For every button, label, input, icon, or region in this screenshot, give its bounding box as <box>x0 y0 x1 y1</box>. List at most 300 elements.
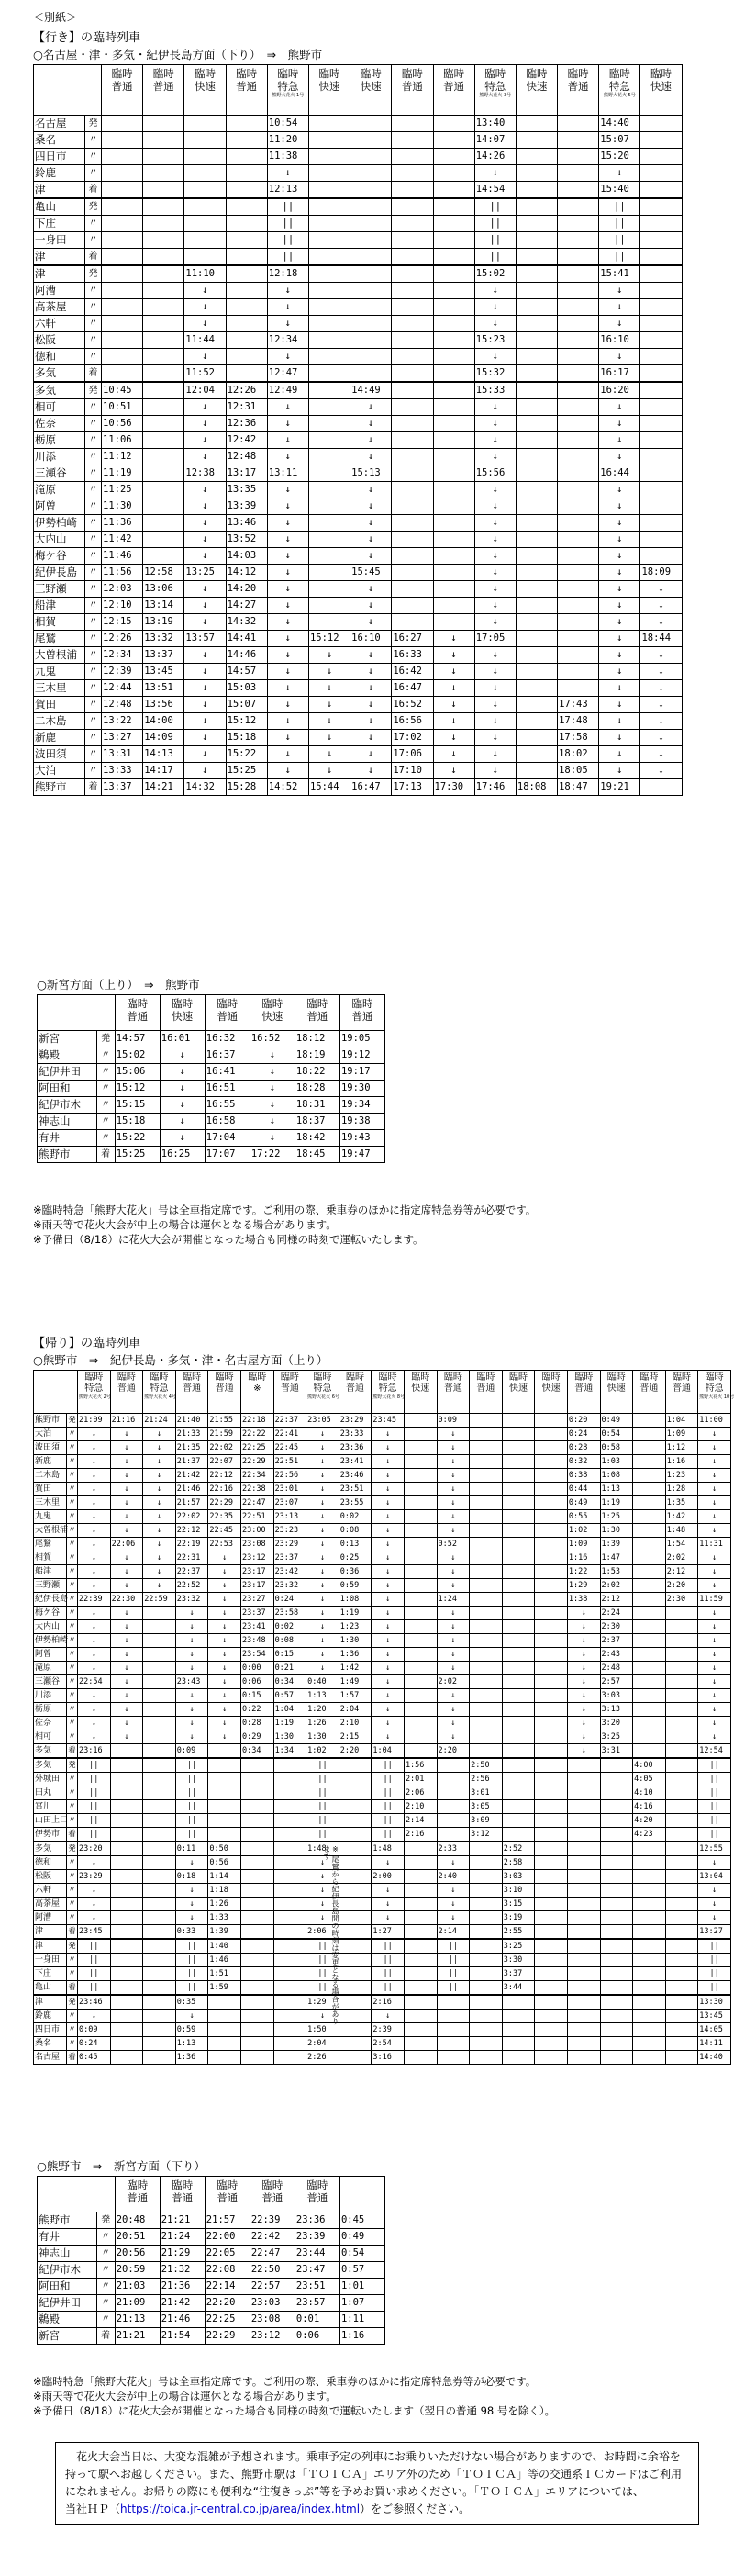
time-cell: 22:51 <box>273 1455 306 1469</box>
train-type-header: 臨時 普通 <box>558 65 599 116</box>
time-cell: 22:16 <box>208 1483 241 1496</box>
time-cell: ↓ <box>184 581 226 598</box>
time-cell: ↓ <box>306 1607 339 1620</box>
time-cell: 2:12 <box>600 1593 633 1607</box>
time-cell: ↓ <box>640 598 682 614</box>
time-cell: 2:16 <box>372 1995 405 2010</box>
time-cell <box>208 1995 241 2010</box>
time-cell: 22:56 <box>273 1469 306 1483</box>
time-cell: 14:13 <box>143 746 184 763</box>
time-cell: 14:03 <box>226 548 267 565</box>
time-cell: 13:45 <box>143 664 184 680</box>
station-name: 新宮 <box>38 1031 97 1047</box>
time-cell: ↓ <box>698 1469 731 1483</box>
time-cell <box>633 1870 666 1884</box>
time-cell: ↓ <box>599 581 640 598</box>
time-cell: ↓ <box>208 1717 241 1730</box>
time-cell <box>273 1870 306 1884</box>
time-cell: ↓ <box>175 1898 208 1911</box>
time-cell <box>273 2023 306 2037</box>
time-cell: 22:22 <box>240 1428 273 1441</box>
time-cell <box>308 165 350 182</box>
time-cell <box>392 365 433 383</box>
arr-dep-mark: 〃 <box>67 2010 78 2023</box>
time-cell <box>240 1773 273 1786</box>
time-cell: 2:39 <box>372 2023 405 2037</box>
time-cell <box>143 548 184 565</box>
time-cell: || <box>372 1800 405 1814</box>
time-cell: 0:34 <box>240 1744 273 1759</box>
station-name: 伊勢柏崎 <box>34 515 85 532</box>
time-cell <box>535 1730 568 1744</box>
arr-dep-mark: 〃 <box>85 482 102 498</box>
time-cell: 2:02 <box>600 1579 633 1593</box>
time-cell <box>339 1870 372 1884</box>
time-cell: ↓ <box>474 598 516 614</box>
station-row <box>34 1593 731 1607</box>
time-cell <box>226 365 267 383</box>
station-row <box>34 316 683 332</box>
time-cell <box>567 1870 600 1884</box>
time-cell <box>226 316 267 332</box>
time-cell: ↓ <box>78 1662 111 1675</box>
time-cell <box>470 1565 503 1579</box>
station-name: 一身田 <box>34 1954 67 1967</box>
time-cell <box>502 1620 535 1634</box>
arr-dep-mark: 着 <box>96 1147 115 1163</box>
time-cell: || <box>372 1954 405 1967</box>
shingu-up-timetable <box>37 994 385 1163</box>
time-cell: || <box>78 1814 111 1828</box>
arr-dep-mark: 〃 <box>96 1130 115 1147</box>
time-cell: 2:10 <box>404 1800 437 1814</box>
time-cell <box>558 265 599 283</box>
arr-dep-mark: 〃 <box>96 1114 115 1130</box>
toica-area-link[interactable]: https://toica.jr-central.co.jp/area/index.html <box>120 2503 361 2515</box>
time-cell: 23:08 <box>250 2312 295 2328</box>
time-cell: 22:06 <box>110 1538 143 1551</box>
station-row <box>34 1730 731 1744</box>
time-cell <box>404 2037 437 2051</box>
station-row <box>34 432 683 449</box>
arr-dep-mark: 〃 <box>85 730 102 746</box>
time-cell <box>633 1995 666 2010</box>
time-cell: ↓ <box>372 1607 405 1620</box>
time-cell <box>143 1717 176 1730</box>
time-cell: 23:27 <box>240 1593 273 1607</box>
time-cell <box>404 1538 437 1551</box>
time-cell <box>535 1954 568 1967</box>
time-cell: 20:59 <box>115 2262 160 2279</box>
time-cell: 20:56 <box>115 2246 160 2262</box>
time-cell <box>502 2051 535 2065</box>
time-cell: ↓ <box>474 532 516 548</box>
time-cell <box>308 498 350 515</box>
time-cell: 23:46 <box>339 1469 372 1483</box>
time-cell: ↓ <box>184 416 226 432</box>
time-cell <box>516 149 557 165</box>
time-cell <box>110 1911 143 1925</box>
time-cell: 13:11 <box>267 465 308 482</box>
time-cell: 1:30 <box>273 1730 306 1744</box>
time-cell <box>633 1455 666 1469</box>
arr-dep-mark: 発 <box>67 1995 78 2010</box>
time-cell: ↓ <box>306 2010 339 2023</box>
station-row <box>34 1856 731 1870</box>
time-cell <box>516 182 557 199</box>
time-cell <box>535 1898 568 1911</box>
time-cell <box>240 1842 273 1856</box>
time-cell: 1:13 <box>600 1483 633 1496</box>
time-cell <box>143 382 184 399</box>
time-cell: ↓ <box>208 1634 241 1648</box>
time-cell: 0:56 <box>208 1856 241 1870</box>
time-cell: ↓ <box>474 416 516 432</box>
time-cell: 11:52 <box>184 365 226 383</box>
time-cell: 16:10 <box>350 631 392 647</box>
time-cell: || <box>267 232 308 249</box>
time-cell <box>600 1758 633 1773</box>
station-name: 阿漕 <box>34 1911 67 1925</box>
time-cell: 14:09 <box>143 730 184 746</box>
time-cell: 16:51 <box>205 1081 250 1097</box>
time-cell <box>665 1675 698 1689</box>
time-cell: 1:28 <box>665 1483 698 1496</box>
station-row <box>34 664 683 680</box>
time-cell <box>640 532 682 548</box>
train-type-header: 臨時 快速 <box>160 995 205 1031</box>
time-cell <box>308 532 350 548</box>
time-cell: ↓ <box>78 1856 111 1870</box>
time-cell: 16:44 <box>599 465 640 482</box>
time-cell <box>470 1981 503 1996</box>
time-cell <box>470 1551 503 1565</box>
time-cell <box>633 1510 666 1524</box>
time-cell <box>433 382 474 399</box>
time-cell: 13:57 <box>184 631 226 647</box>
time-cell: 19:12 <box>339 1047 384 1064</box>
time-cell: || <box>372 1967 405 1981</box>
time-cell <box>640 779 682 796</box>
time-cell <box>102 283 143 299</box>
time-cell <box>339 1773 372 1786</box>
time-cell: ↓ <box>599 647 640 664</box>
time-cell <box>535 1995 568 2010</box>
time-cell <box>665 1911 698 1925</box>
time-cell <box>535 2051 568 2065</box>
time-cell: ↓ <box>350 614 392 631</box>
time-cell: 21:42 <box>175 1469 208 1483</box>
station-name: 阿田和 <box>38 2279 97 2295</box>
time-cell: 21:09 <box>115 2295 160 2312</box>
time-cell: ↓ <box>567 1703 600 1717</box>
time-cell <box>392 498 433 515</box>
time-cell: ↓ <box>474 565 516 581</box>
time-cell: 17:07 <box>205 1147 250 1163</box>
time-cell: ↓ <box>110 1675 143 1689</box>
time-cell <box>226 198 267 216</box>
time-cell <box>339 1786 372 1800</box>
time-cell <box>558 283 599 299</box>
station-row <box>34 1995 731 2010</box>
time-cell <box>640 316 682 332</box>
station-name: 多気 <box>34 1842 67 1856</box>
time-cell <box>502 1593 535 1607</box>
time-cell: 1:09 <box>665 1428 698 1441</box>
time-cell: ↓ <box>143 1565 176 1579</box>
time-cell <box>640 548 682 565</box>
station-name: 二木島 <box>34 1469 67 1483</box>
time-cell: ↓ <box>110 1551 143 1565</box>
time-cell: 12:42 <box>226 432 267 449</box>
time-cell <box>558 598 599 614</box>
time-cell: 23:29 <box>273 1538 306 1551</box>
time-cell <box>640 465 682 482</box>
time-cell <box>470 1870 503 1884</box>
time-cell <box>143 1898 176 1911</box>
time-cell <box>558 515 599 532</box>
time-cell: 0:02 <box>273 1620 306 1634</box>
time-cell: ↓ <box>640 697 682 713</box>
time-cell: 16:01 <box>160 1031 205 1047</box>
station-row <box>34 631 683 647</box>
time-cell: 13:17 <box>226 465 267 482</box>
time-cell: 2:33 <box>437 1842 470 1856</box>
time-cell <box>470 1510 503 1524</box>
time-cell <box>502 2023 535 2037</box>
station-row <box>34 198 683 216</box>
time-cell: ↓ <box>372 1662 405 1675</box>
train-type-header: 臨時 普通 <box>115 2177 160 2212</box>
time-cell: 21:59 <box>208 1428 241 1441</box>
time-cell: 17:06 <box>392 746 433 763</box>
time-cell: ↓ <box>350 548 392 565</box>
time-cell: ↓ <box>640 713 682 730</box>
time-cell: 18:28 <box>295 1081 339 1097</box>
time-cell: ↓ <box>110 1565 143 1579</box>
time-cell: 14:12 <box>226 565 267 581</box>
time-cell: ↓ <box>160 1097 205 1114</box>
time-cell: ↓ <box>567 1744 600 1759</box>
time-cell <box>633 1939 666 1954</box>
time-cell <box>633 1414 666 1428</box>
time-cell <box>502 1524 535 1538</box>
station-name: 紀伊井田 <box>38 1064 97 1081</box>
time-cell: ↓ <box>433 664 474 680</box>
time-cell: 4:23 <box>633 1828 666 1842</box>
time-cell: ↓ <box>175 1689 208 1703</box>
time-cell <box>558 132 599 149</box>
time-cell: || <box>698 1786 731 1800</box>
train-name-note: 熊野大花火 8号 <box>372 1394 406 1400</box>
time-cell: 1:01 <box>339 2279 384 2295</box>
time-cell: ↓ <box>143 1441 176 1455</box>
time-cell <box>240 2023 273 2037</box>
time-cell <box>437 1773 470 1786</box>
time-cell <box>102 365 143 383</box>
time-cell: ↓ <box>250 1047 295 1064</box>
time-cell: || <box>698 1828 731 1842</box>
time-cell <box>502 1689 535 1703</box>
time-cell <box>404 1428 437 1441</box>
time-cell: 22:29 <box>240 1455 273 1469</box>
station-name: 田丸 <box>34 1786 67 1800</box>
time-cell: 11:12 <box>102 449 143 465</box>
arr-dep-mark: 〃 <box>67 1593 78 1607</box>
time-cell <box>535 2037 568 2051</box>
time-cell <box>308 614 350 631</box>
time-cell: 14:21 <box>143 779 184 796</box>
arr-dep-mark: 着 <box>67 1925 78 1940</box>
arr-dep-mark: 着 <box>85 365 102 383</box>
time-cell: || <box>306 1800 339 1814</box>
time-cell: ↓ <box>599 283 640 299</box>
train-type-header: 臨時 普通 <box>339 1371 372 1414</box>
time-cell: ↓ <box>78 2010 111 2023</box>
time-cell <box>433 482 474 498</box>
time-cell: ↓ <box>698 1620 731 1634</box>
time-cell: || <box>698 1773 731 1786</box>
station-row <box>34 1441 731 1455</box>
station-name: 佐奈 <box>34 1717 67 1730</box>
time-cell <box>339 1925 372 1940</box>
time-cell <box>640 116 682 132</box>
time-cell <box>640 432 682 449</box>
time-cell: 16:27 <box>392 631 433 647</box>
time-cell: 14:46 <box>226 647 267 664</box>
time-cell: 1:54 <box>665 1538 698 1551</box>
time-cell: ↓ <box>306 1441 339 1455</box>
time-cell <box>567 2023 600 2037</box>
time-cell: 0:09 <box>437 1414 470 1428</box>
time-cell: ↓ <box>372 1551 405 1565</box>
time-cell <box>350 283 392 299</box>
time-cell <box>502 1455 535 1469</box>
train-type-header: 臨時 特急 熊野大花火 10号 <box>698 1371 731 1414</box>
time-cell <box>502 1717 535 1730</box>
time-cell: 22:25 <box>240 1441 273 1455</box>
time-cell: 1:33 <box>208 1911 241 1925</box>
time-cell: ↓ <box>184 647 226 664</box>
time-cell: ↓ <box>306 1593 339 1607</box>
time-cell: 15:25 <box>115 1147 160 1163</box>
time-cell <box>143 1939 176 1954</box>
time-cell: 11:59 <box>698 1593 731 1607</box>
station-name: 梅ケ谷 <box>34 548 85 565</box>
station-row <box>38 2229 385 2246</box>
time-cell: ↓ <box>308 713 350 730</box>
time-cell <box>567 1898 600 1911</box>
station-row <box>34 2037 731 2051</box>
time-cell <box>470 1730 503 1744</box>
time-cell <box>633 1884 666 1898</box>
time-cell <box>535 1773 568 1786</box>
time-cell: ↓ <box>698 1717 731 1730</box>
time-cell <box>273 1856 306 1870</box>
time-cell <box>308 432 350 449</box>
time-cell: ↓ <box>474 713 516 730</box>
time-cell: ↓ <box>437 1884 470 1898</box>
time-cell <box>433 532 474 548</box>
arr-dep-mark: 〃 <box>85 647 102 664</box>
time-cell <box>633 1856 666 1870</box>
station-row <box>34 132 683 149</box>
station-name: 六軒 <box>34 1884 67 1898</box>
time-cell <box>392 399 433 416</box>
time-cell: 21:24 <box>160 2229 205 2246</box>
time-cell: 13:45 <box>698 2010 731 2023</box>
header-corner <box>34 65 102 116</box>
time-cell <box>240 1758 273 1773</box>
arr-dep-mark: 〃 <box>67 1773 78 1786</box>
time-cell: ↓ <box>110 1496 143 1510</box>
time-cell <box>535 1607 568 1620</box>
time-cell <box>392 182 433 199</box>
time-cell <box>640 149 682 165</box>
time-cell: 17:43 <box>558 697 599 713</box>
time-cell: 23:55 <box>339 1496 372 1510</box>
time-cell <box>273 1758 306 1773</box>
time-cell <box>640 498 682 515</box>
time-cell: 3:30 <box>502 1954 535 1967</box>
time-cell: ↓ <box>437 1524 470 1538</box>
time-cell: ↓ <box>184 598 226 614</box>
time-cell: ↓ <box>698 1648 731 1662</box>
time-cell: 15:12 <box>115 1081 160 1097</box>
notice-suffix: ）をご参照ください。 <box>360 2503 471 2515</box>
time-cell <box>567 1995 600 2010</box>
time-cell: 22:57 <box>250 2279 295 2295</box>
time-cell <box>339 1828 372 1842</box>
time-cell: ↓ <box>78 1551 111 1565</box>
time-cell: ↓ <box>599 498 640 515</box>
time-cell: ↓ <box>437 1483 470 1496</box>
time-cell: 22:41 <box>273 1428 306 1441</box>
arr-dep-mark: 〃 <box>85 432 102 449</box>
time-cell: 15:44 <box>308 779 350 796</box>
time-cell <box>633 1898 666 1911</box>
time-cell <box>404 1551 437 1565</box>
time-cell <box>502 2010 535 2023</box>
time-cell: || <box>599 198 640 216</box>
time-cell <box>102 316 143 332</box>
time-cell: ↓ <box>78 1607 111 1620</box>
time-cell <box>308 283 350 299</box>
station-name: 鵜殿 <box>38 2312 97 2328</box>
time-cell <box>516 581 557 598</box>
time-cell <box>470 1939 503 1954</box>
station-row <box>34 1607 731 1620</box>
time-cell <box>600 1954 633 1967</box>
time-cell: 2:55 <box>502 1925 535 1940</box>
time-cell <box>470 1496 503 1510</box>
time-cell: ↓ <box>110 1634 143 1648</box>
time-cell: 17:58 <box>558 730 599 746</box>
time-cell: ↓ <box>78 1579 111 1593</box>
time-cell: 23:01 <box>273 1483 306 1496</box>
time-cell: ↓ <box>599 532 640 548</box>
time-cell: 1:03 <box>600 1455 633 1469</box>
time-cell <box>339 1884 372 1898</box>
time-cell <box>433 581 474 598</box>
time-cell <box>470 1455 503 1469</box>
time-cell: ↓ <box>350 713 392 730</box>
time-cell: ↓ <box>110 1524 143 1538</box>
station-name: 亀山 <box>34 198 85 216</box>
station-row <box>34 116 683 132</box>
time-cell: || <box>698 1981 731 1996</box>
time-cell <box>665 1634 698 1648</box>
